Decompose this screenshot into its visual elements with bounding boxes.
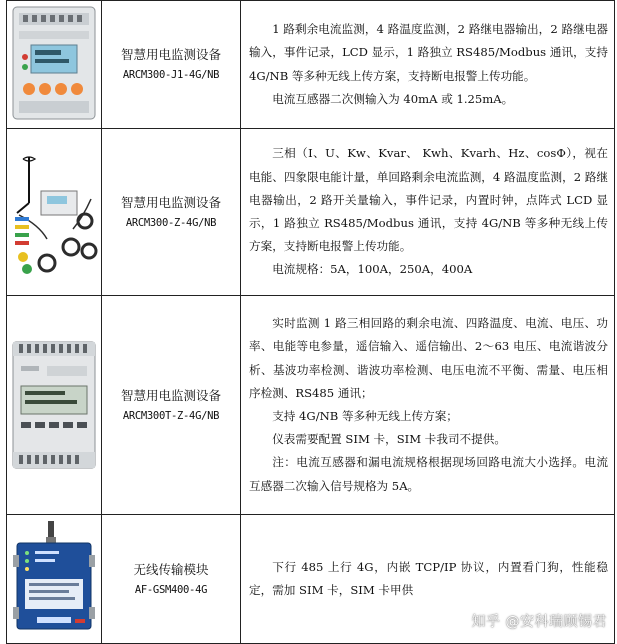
description-paragraph: 电流规格：5A，100A，250A，400A <box>272 262 473 277</box>
arcm300t-meter-icon <box>7 296 101 514</box>
af-gsm400-module-icon <box>7 515 101 643</box>
product-name: 智慧用电监测设备 <box>120 387 221 403</box>
description-paragraph: 支持 4G/NB 等多种无线上传方案； <box>272 409 458 423</box>
description-paragraph: 实时监测 1 路三相回路的剩余电流、四路温度、电流、电压、功率、电能等电参量，遥信输入、遥信输出、2～63 电压、电流谐波分析、基波功率检测、谐波功率检测、电压电流不平衡、需量、电压相序检测、RS485 通讯； <box>249 316 608 400</box>
product-image-cell <box>7 296 102 515</box>
product-image-cell <box>7 1 102 129</box>
arcm300-j1-meter-icon <box>7 1 101 128</box>
product-model: AF-GSM400-4G <box>134 583 208 596</box>
description-paragraph: 1 路剩余电流监测，4 路温度监测，2 路继电器输出，2 路继电器输入，事件记录，LCD 显示，1 路独立 RS485/Modbus 通讯，支持 4G/NB 等多种无线上传方案，支持断电报警上传功能。 <box>249 22 608 83</box>
product-description-cell <box>241 129 615 296</box>
product-name-cell <box>102 1 241 129</box>
product-model: ARCM300-Z-4G/NB <box>125 216 217 229</box>
product-name-cell <box>102 515 241 644</box>
product-name: 无线传输模块 <box>133 561 209 577</box>
watermark: 知乎 @安科瑞顾锡君 <box>471 614 607 630</box>
product-name-cell <box>102 296 241 515</box>
product-image-cell <box>7 129 102 296</box>
table-row <box>7 296 615 515</box>
description-paragraph: 三相（I、U、Kw、Kvar、 Kwh、Kvarh、Hz、cosΦ），视在电能、四象限电能计量，单回路剩余电流监测，4 路温度监测，2 路继电器输出，2 路开关量输入，事件记录，内置时钟，点阵式 LCD 显示，1 路独立 RS485/Modbus 通讯，支持 4G/NB 等多种无线上传方案，支持断电报警上传功能。 <box>249 146 608 254</box>
product-table <box>6 0 615 644</box>
product-name-cell <box>102 129 241 296</box>
product-description-cell <box>241 296 615 515</box>
description-paragraph: 仪表需要配置 SIM 卡，SIM 卡我司不提供。 <box>272 432 506 447</box>
product-model: ARCM300T-Z-4G/NB <box>122 409 220 422</box>
description-paragraph: 注：电流互感器和漏电流规格根据现场回路电流大小选择。电流互感器二次输入信号规格为 5A。 <box>249 455 608 493</box>
product-image-cell <box>7 515 102 644</box>
description-paragraph: 电流互感器二次侧输入为 40mA 或 1.25mA。 <box>272 91 514 106</box>
description-paragraph: 下行 485 上行 4G，内嵌 TCP/IP 协议，内置看门狗，性能稳定，需加 SIM 卡，SIM 卡甲供 <box>249 559 608 597</box>
product-name: 智慧用电监测设备 <box>120 47 221 62</box>
product-model: ARCM300-J1-4G/NB <box>122 69 220 81</box>
product-description-cell <box>241 1 615 129</box>
arcm300-z-kit-icon <box>7 129 101 295</box>
table-row <box>7 1 615 129</box>
product-name: 智慧用电监测设备 <box>120 194 221 210</box>
table-row <box>7 129 615 296</box>
